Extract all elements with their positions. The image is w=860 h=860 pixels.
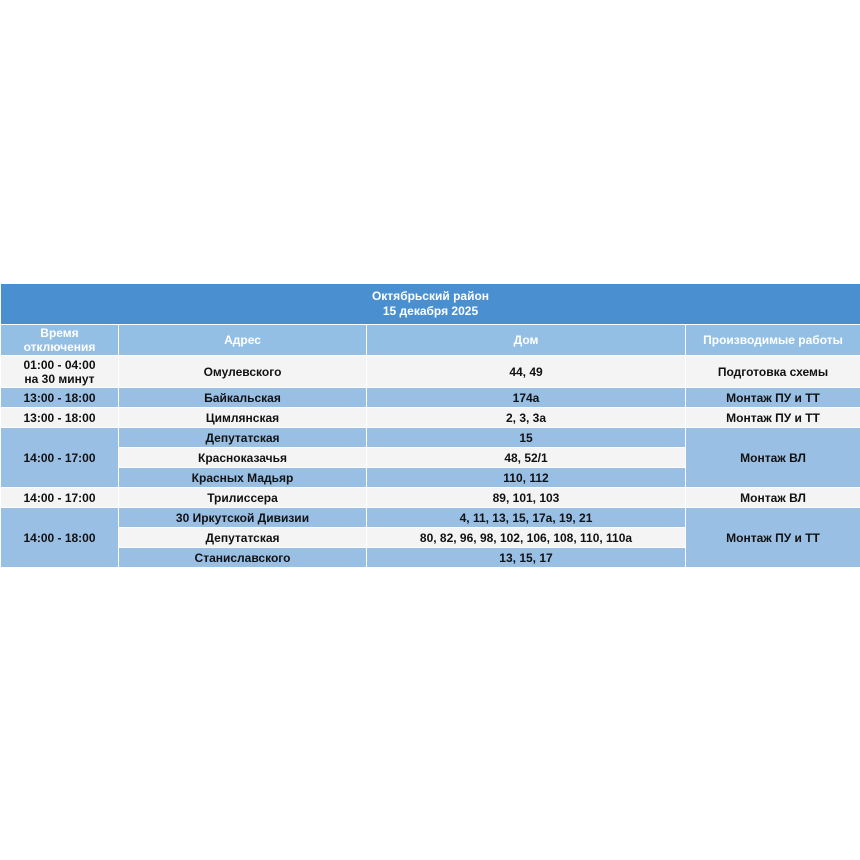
column-header-works: Производимые работы xyxy=(686,325,860,356)
table-row xyxy=(1,508,860,528)
address-cell: Красноказачья xyxy=(119,448,367,468)
house-cell: 110, 112 xyxy=(367,468,686,488)
table-title xyxy=(1,284,860,325)
address-cell: Омулевского xyxy=(119,356,367,388)
table-row xyxy=(1,356,860,388)
house-cell: 174а xyxy=(367,388,686,408)
time-range: 01:00 - 04:00 xyxy=(23,357,96,372)
works-cell: Монтаж ВЛ xyxy=(686,488,860,508)
address-cell: Байкальская xyxy=(119,388,367,408)
table-title-row xyxy=(1,284,860,325)
table-row xyxy=(1,488,860,508)
house-cell: 89, 101, 103 xyxy=(367,488,686,508)
house-cell: 48, 52/1 xyxy=(367,448,686,468)
works-cell: Подготовка схемы xyxy=(686,356,860,388)
house-cell: 4, 11, 13, 15, 17а, 19, 21 xyxy=(367,508,686,528)
time-cell: 14:00 - 17:00 xyxy=(1,488,119,508)
address-cell: Депутатская xyxy=(119,428,367,448)
house-cell: 15 xyxy=(367,428,686,448)
time-cell: 13:00 - 18:00 xyxy=(1,388,119,408)
outage-table xyxy=(0,283,860,568)
time-cell: 13:00 - 18:00 xyxy=(1,408,119,428)
address-cell: Депутатская xyxy=(119,528,367,548)
time-cell: 14:00 - 17:00 xyxy=(1,428,119,488)
works-cell: Монтаж ПУ и ТТ xyxy=(686,508,860,568)
column-header-time: Время отключения xyxy=(1,325,119,356)
house-cell: 2, 3, 3а xyxy=(367,408,686,428)
table-row xyxy=(1,408,860,428)
table-row xyxy=(1,388,860,408)
works-cell: Монтаж ПУ и ТТ xyxy=(686,408,860,428)
column-header-row xyxy=(1,325,860,356)
works-cell: Монтаж ВЛ xyxy=(686,428,860,488)
house-cell: 80, 82, 96, 98, 102, 106, 108, 110, 110а xyxy=(367,528,686,548)
time-note: на 30 минут xyxy=(24,371,95,386)
house-cell: 13, 15, 17 xyxy=(367,548,686,568)
address-cell: Трилиссера xyxy=(119,488,367,508)
table-row xyxy=(1,428,860,448)
house-cell: 44, 49 xyxy=(367,356,686,388)
district-name: Октябрьский район xyxy=(371,289,490,303)
address-cell: 30 Иркутской Дивизии xyxy=(119,508,367,528)
time-cell xyxy=(1,356,119,388)
outage-schedule xyxy=(0,283,860,568)
column-header-address: Адрес xyxy=(119,325,367,356)
column-header-house: Дом xyxy=(367,325,686,356)
address-cell: Цимлянская xyxy=(119,408,367,428)
schedule-date: 15 декабря 2025 xyxy=(382,304,479,318)
address-cell: Станиславского xyxy=(119,548,367,568)
time-cell: 14:00 - 18:00 xyxy=(1,508,119,568)
works-cell: Монтаж ПУ и ТТ xyxy=(686,388,860,408)
address-cell: Красных Мадьяр xyxy=(119,468,367,488)
